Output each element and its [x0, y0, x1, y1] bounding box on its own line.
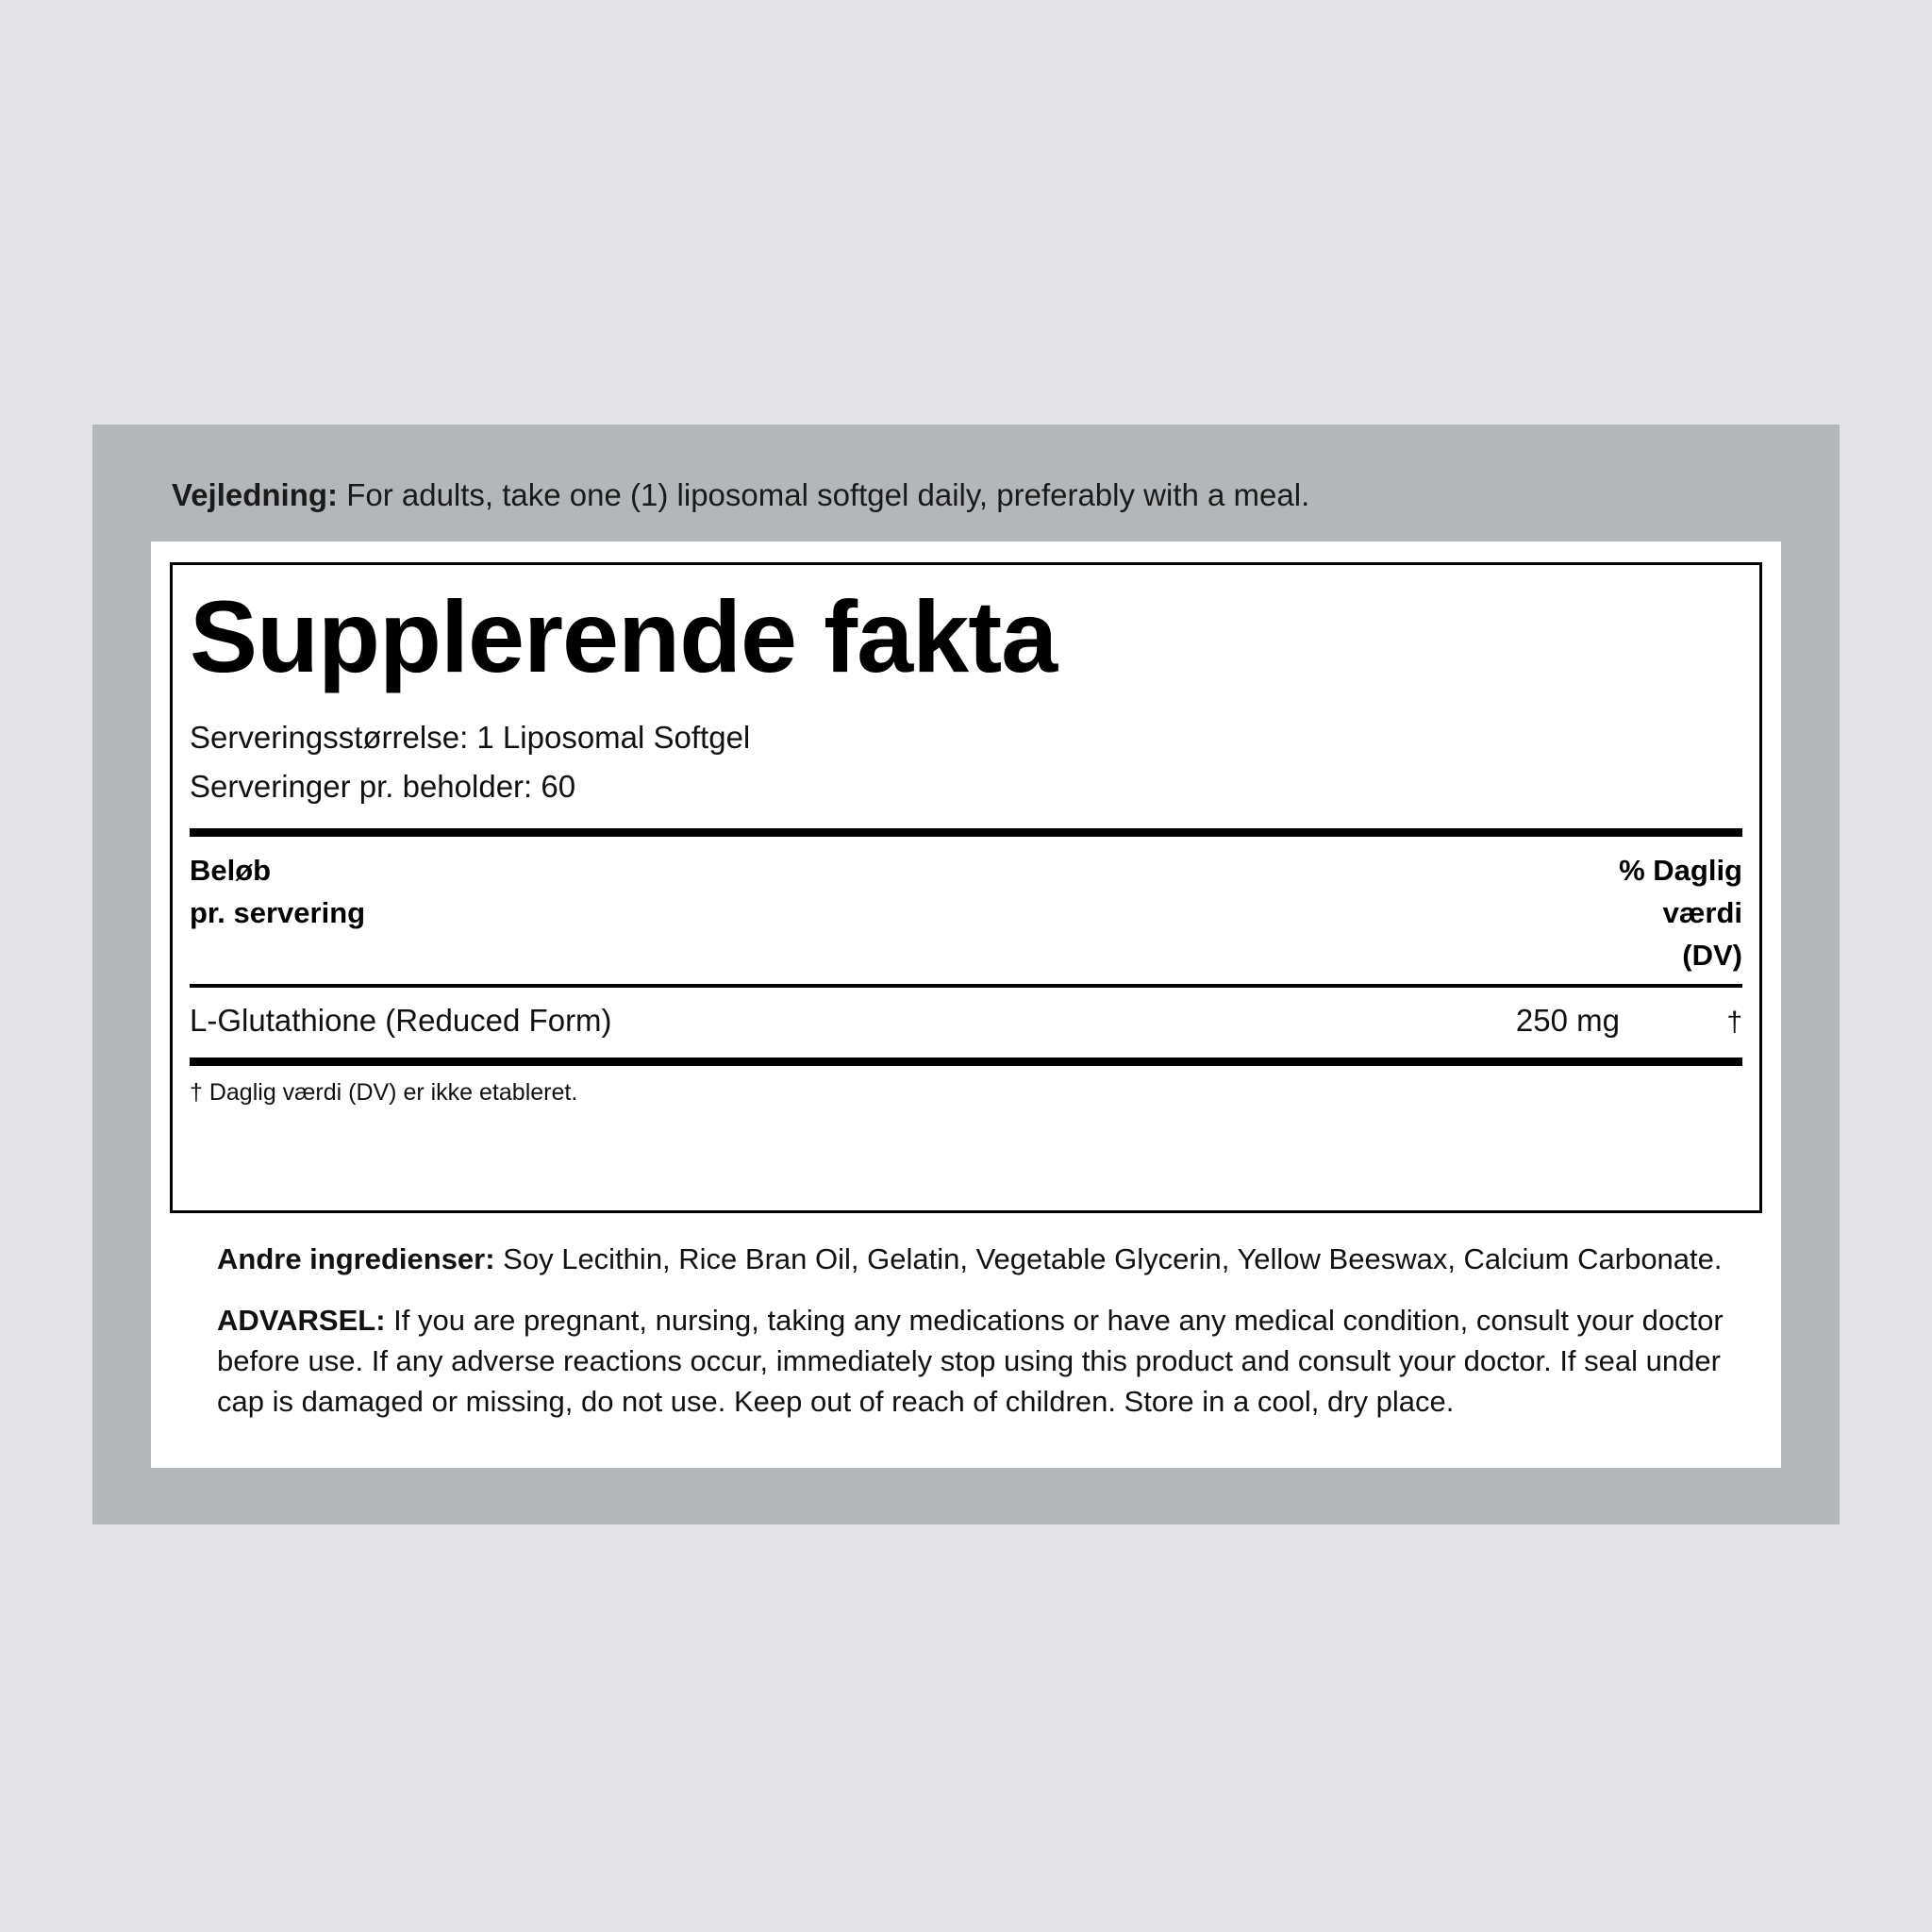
other-ingredients: [217, 1240, 1764, 1279]
supplement-label-panel: [92, 425, 1840, 1524]
amount-per-serving-header: [190, 850, 365, 935]
serving-size: Serveringsstørrelse: 1 Liposomal Softgel: [190, 719, 751, 755]
warning-label: ADVARSEL:: [217, 1304, 386, 1337]
table-row: [190, 988, 1742, 1048]
supplement-facts-title: Supplerende fakta: [190, 579, 1058, 693]
daily-value-footnote: † Daglig værdi (DV) er ikke etableret.: [190, 1079, 578, 1107]
amount-header-row: [190, 837, 1742, 977]
daily-value-header: [1619, 850, 1742, 977]
dv-header-line2: værdi: [1662, 895, 1742, 929]
servings-per-container: Serveringer pr. beholder: 60: [190, 768, 576, 804]
dv-header-line1: % Daglig: [1619, 853, 1742, 887]
directions-text: For adults, take one (1) liposomal softgel daily, preferably with a meal.: [338, 477, 1310, 512]
amount-header-line2: pr. servering: [190, 895, 366, 929]
dv-header-line3: (DV): [1682, 938, 1742, 972]
nutrient-name: L-Glutathione (Reduced Form): [190, 1003, 612, 1039]
directions-label: Vejledning:: [172, 477, 339, 512]
nutrient-daily-value: †: [1726, 1007, 1742, 1039]
warning-block: [217, 1301, 1774, 1422]
other-ingredients-label: Andre ingredienser:: [217, 1242, 495, 1275]
supplement-facts-box: [170, 562, 1762, 1213]
supplement-facts-card: [151, 541, 1781, 1468]
other-ingredients-text: Soy Lecithin, Rice Bran Oil, Gelatin, Vegetable Glycerin, Yellow Beeswax, Calcium Carbonate.: [494, 1242, 1723, 1275]
warning-text: If you are pregnant, nursing, taking any medications or have any medical condition, consult your doctor before use. If any adverse reactions occur, immediately stop using this product and consult your doctor. If seal under cap is damaged or missing, do not use. Keep out of reach of children. Store in a cool, dry place.: [217, 1304, 1724, 1418]
divider-thick-bottom: [190, 1058, 1742, 1066]
divider-thick-top: [190, 828, 1742, 837]
amount-header-line1: Beløb: [190, 853, 272, 887]
directions-line: [172, 475, 1775, 516]
nutrient-amount: 250 mg: [1515, 1003, 1620, 1039]
